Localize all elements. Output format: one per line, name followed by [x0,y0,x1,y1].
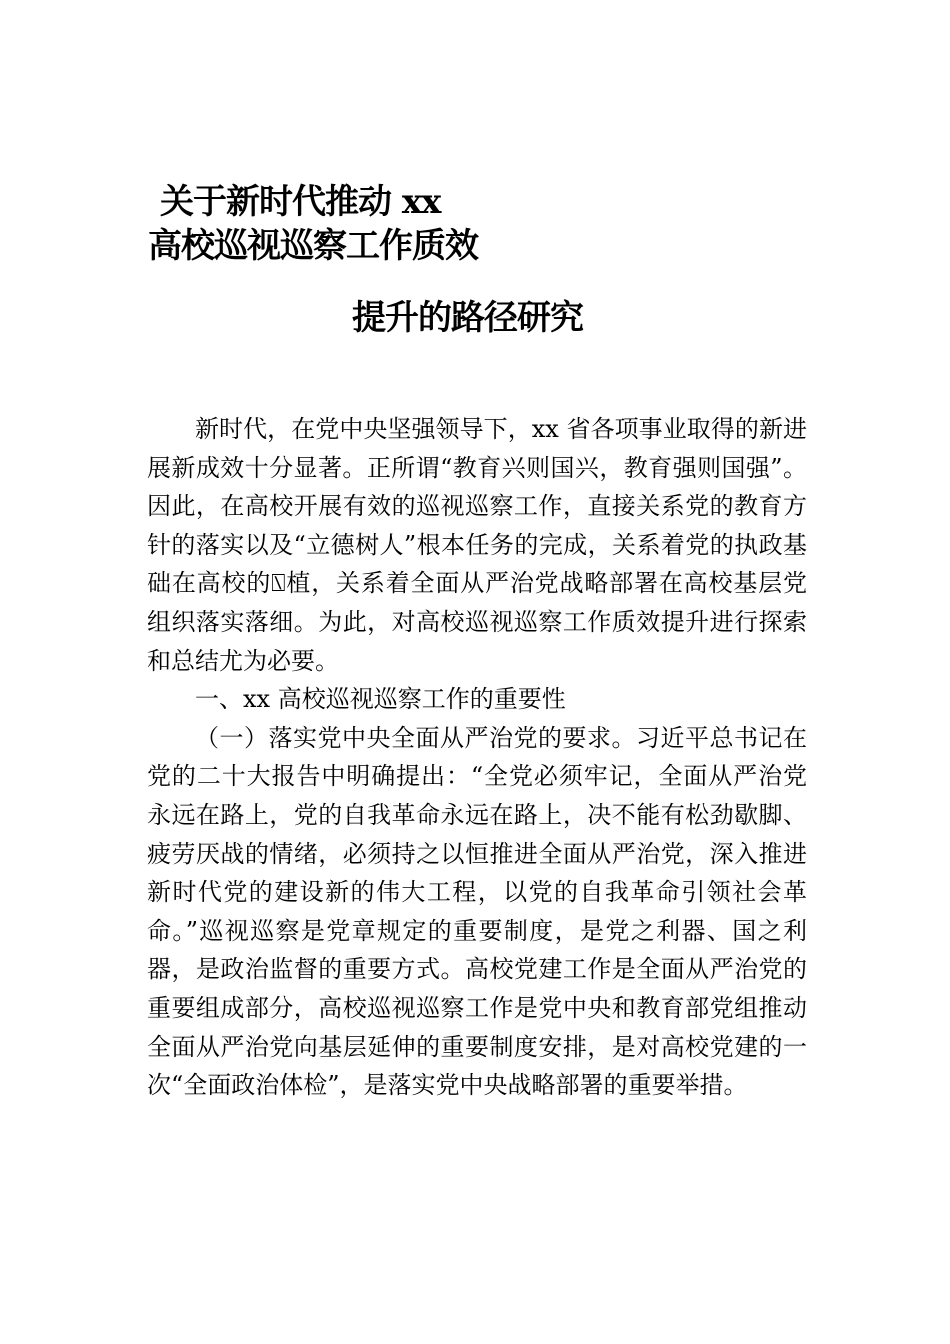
paragraph-intro: 新时代，在党中央坚强领导下，xx 省各项事业取得的新进展新成效十分显著。正所谓“教育兴则国兴，教育强则国强”。因此，在高校开展有效的巡视巡察工作，直接关系党的教育方针的落实以及“立德树人”根本任务的完成，关系着党的执政基础在高校的⍂植，关系着全面从严治党战略部署在高校基层党组织落实落细。为此，对高校巡视巡察工作质效提升进行探索和总结尤为必要。 [147,415,807,675]
title-line-1: 关于新时代推动 xx [160,182,441,222]
title-line-2: 高校巡视巡察工作质效 [148,226,478,266]
paragraph-section-1-1: （一）落实党中央全面从严治党的要求。习近平总书记在党的二十大报告中明确提出：“全党必须牢记，全面从严治党永远在路上，党的自我革命永远在路上，决不能有松劲歇脚、疲劳厌战的情绪，必须持之以恒推进全面从严治党，深入推进新时代党的建设新的伟大工程，以党的自我革命引领社会革命。”巡视巡察是党章规定的重要制度，是党之利器、国之利器，是政治监督的重要方式。高校党建工作是全面从严治党的重要组成部分，高校巡视巡察工作是党中央和教育部党组推动全面从严治党向基层延伸的重要制度安排，是对高校党建的一次“全面政治体检”，是落实党中央战略部署的重要举措。 [147,723,807,1100]
document-body [147,410,807,1105]
section-heading-1: 一、xx 高校巡视巡察工作的重要性 [195,685,566,714]
title-line-3: 提升的路径研究 [352,298,583,338]
